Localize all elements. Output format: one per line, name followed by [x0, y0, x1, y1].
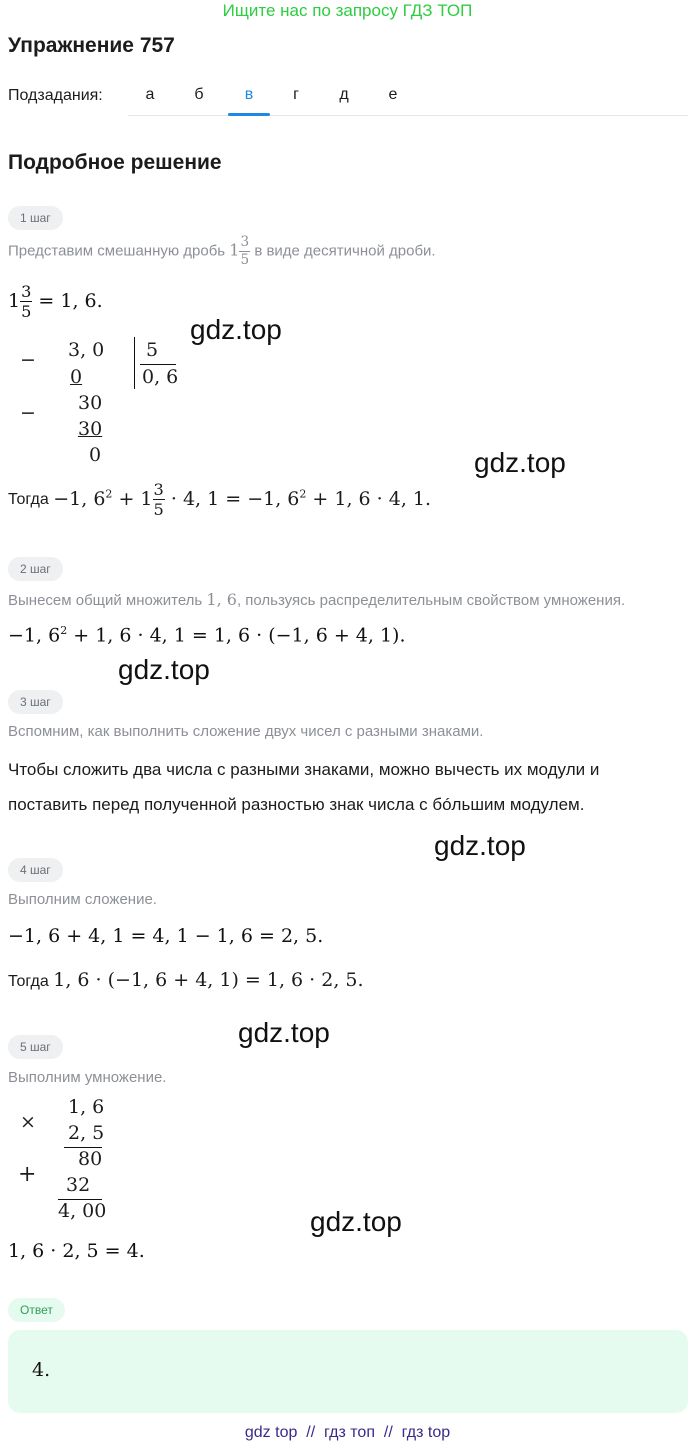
active-tab-indicator [228, 113, 270, 116]
step-5-badge: 5 шаг [8, 1035, 63, 1059]
division-bar [134, 337, 135, 389]
footer-links[interactable]: gdz top // гдз топ // гдз top [244, 1424, 451, 1441]
division-remainder-2: 0 [89, 444, 102, 466]
answer-badge: Ответ [8, 1298, 65, 1322]
watermark-1: gdz.top [190, 314, 282, 345]
tab-b[interactable]: б [194, 86, 204, 103]
tab-e[interactable]: е [388, 86, 398, 103]
mult-factor-2: 2, 5 [68, 1122, 105, 1144]
step-3-rule-line-1: Чтобы сложить два числа с разными знаками, можно вычесть их модули и [8, 760, 600, 779]
tab-v[interactable]: в [244, 86, 254, 103]
answer-value: 4. [32, 1359, 51, 1381]
step-4-equation: −1, 6 + 4, 1 = 4, 1 − 1, 6 = 2, 5. [8, 925, 324, 947]
watermark-2: gdz.top [474, 447, 566, 478]
step-1-text: Представим смешанную дробь 1 $\frac{3}{5}$ в виде десятичной дроби. [8, 234, 436, 268]
watermark-5: gdz.top [238, 1017, 330, 1048]
division-minus-1: − [20, 349, 36, 371]
fraction: $\frac{3}{5}$ [21, 282, 32, 322]
step-4-then: Тогда 1, 6 · (−1, 6 + 4, 1) = 1, 6 · 2, 5. [8, 969, 364, 991]
division-minus-2: − [20, 402, 36, 424]
solution-title: Подробное решение [8, 151, 222, 174]
fraction: $\frac{3}{5}$ [153, 480, 164, 520]
watermark-3: gdz.top [118, 654, 210, 685]
subtasks-label: Подзадания: [8, 87, 103, 104]
step-5-text: Выполним умножение. [8, 1069, 167, 1086]
step-5-equation: 1, 6 · 2, 5 = 4. [8, 1240, 145, 1262]
division-sub-2: 30 [78, 418, 103, 440]
division-sub-1: 0 [70, 366, 83, 388]
watermark-4: gdz.top [434, 830, 526, 861]
step-2-text: Вынесем общий множитель 1, 6, пользуясь распределительным свойством умножения. [8, 590, 626, 609]
tab-d[interactable]: д [339, 86, 349, 103]
tab-g[interactable]: г [293, 86, 299, 103]
mult-factor-1: 1, 6 [68, 1096, 105, 1118]
tab-a[interactable]: а [145, 86, 155, 103]
division-dividend: 3, 0 [68, 339, 105, 361]
step-3-text: Вспомним, как выполнить сложение двух чисел с разными знаками. [8, 723, 484, 740]
step-2-equation: −1, $6^2 + 1$, 6 · 4, 1 = 1, 6 · (−1, 6 + 4, 1). [8, 624, 406, 647]
step-1-then: Тогда −1, $6^2 + 1$ $\frac{3}{5}$ · 4, 1 = −1, $6^2 + 1$, 6 · 4, 1. [8, 480, 432, 520]
step-4-badge: 4 шаг [8, 858, 63, 882]
division-remainder-1: 30 [78, 392, 103, 414]
search-hint-link[interactable]: Ищите нас по запросу ГДЗ ТОП [222, 1, 473, 20]
mult-times-sign: × [20, 1111, 36, 1133]
step-4-text: Выполним сложение. [8, 891, 157, 908]
step-3-rule-line-2: поставить перед полученной разностью знак числа с бóльшим модулем. [8, 795, 585, 814]
division-quotient: 0, 6 [142, 366, 179, 388]
step-1-equation: 1 $\frac{3}{5}$ = 1, 6. [8, 282, 103, 322]
step-3-badge: 3 шаг [8, 690, 63, 714]
page-title: Упражнение 757 [8, 34, 175, 57]
mult-plus-sign: + [18, 1162, 37, 1187]
answer-box [8, 1330, 688, 1413]
division-divisor-line [140, 364, 176, 365]
fraction: $\frac{3}{5}$ [240, 234, 250, 268]
division-divisor: 5 [146, 339, 159, 361]
mult-result: 4, 00 [58, 1200, 107, 1222]
step-2-badge: 2 шаг [8, 557, 63, 581]
step-1-badge: 1 шаг [8, 206, 63, 230]
mult-partial-2: 32 [66, 1174, 91, 1196]
watermark-6: gdz.top [310, 1206, 402, 1237]
tabs-divider [128, 115, 688, 116]
mult-partial-1: 80 [78, 1148, 103, 1170]
